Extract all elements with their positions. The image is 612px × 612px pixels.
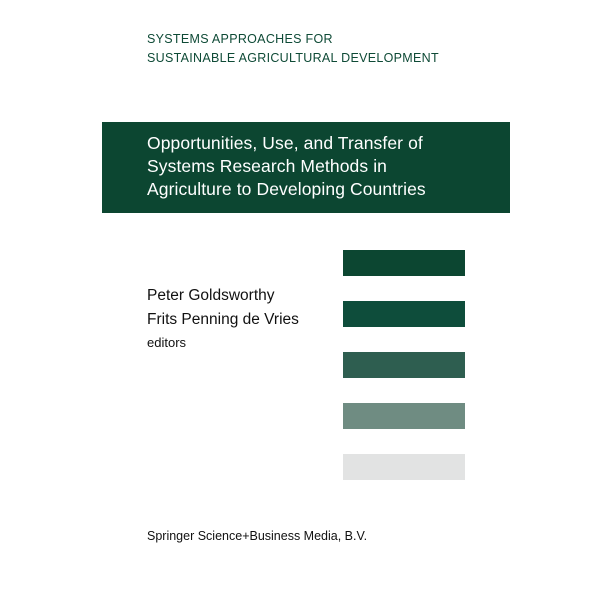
decorative-bar-2 [343, 301, 465, 327]
publisher-name: Springer Science+Business Media, B.V. [147, 529, 368, 543]
editor-name-1: Peter Goldsworthy [147, 287, 275, 304]
decorative-bar-1 [343, 250, 465, 276]
editor-name-2: Frits Penning de Vries [147, 311, 299, 328]
book-title-line-1: Opportunities, Use, and Transfer of [147, 133, 423, 153]
editors-block [147, 284, 299, 353]
book-title-line-2: Systems Research Methods in [147, 156, 388, 176]
series-title [147, 30, 439, 68]
editors-role-label: editors [147, 335, 187, 350]
decorative-bar-4 [343, 403, 465, 429]
decorative-bar-5 [343, 454, 465, 480]
series-title-line-2: SUSTAINABLE AGRICULTURAL DEVELOPMENT [147, 51, 439, 65]
decorative-bar-3 [343, 352, 465, 378]
book-title [147, 132, 426, 201]
book-title-line-3: Agriculture to Developing Countries [147, 179, 426, 199]
series-title-line-1: SYSTEMS APPROACHES FOR [147, 32, 333, 46]
